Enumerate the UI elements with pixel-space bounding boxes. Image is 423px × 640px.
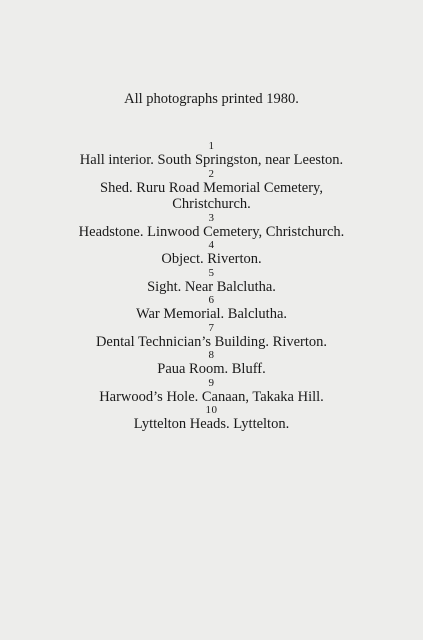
plate-item — [0, 169, 423, 213]
plate-title: Sight. Near Balclutha. — [147, 278, 276, 295]
plate-title: Object. Riverton. — [161, 251, 262, 267]
plate-title: Hall interior. South Springston, near Leeston. — [79, 152, 344, 168]
plate-item — [0, 268, 423, 296]
plate-item — [0, 350, 423, 378]
plate-title: Shed. Ruru Road Memorial Cemetery, Christchurch. — [100, 179, 323, 212]
plate-number: 4 — [208, 239, 215, 251]
plate-number: 2 — [208, 167, 215, 180]
plate-number: 1 — [208, 140, 215, 152]
plate-item — [0, 295, 423, 323]
plate-item — [0, 240, 423, 268]
plate-number: 8 — [208, 349, 215, 361]
page-heading: All photographs printed 1980. — [124, 91, 299, 107]
plate-list — [0, 141, 423, 433]
plate-title: Headstone. Linwood Cemetery, Christchurch. — [78, 223, 345, 240]
plate-number: 10 — [205, 404, 218, 416]
plate-number: 3 — [208, 211, 215, 224]
plate-number: 9 — [208, 376, 215, 389]
plate-number: 7 — [208, 321, 215, 334]
plate-item — [0, 323, 423, 351]
plate-item — [0, 141, 423, 169]
plate-item — [0, 378, 423, 406]
plate-item — [0, 405, 423, 433]
plate-title: Lyttelton Heads. Lyttelton. — [133, 416, 290, 432]
plate-number: 5 — [208, 266, 215, 279]
plate-number: 6 — [208, 294, 215, 306]
plate-title: War Memorial. Balclutha. — [135, 306, 288, 322]
plate-title: Paua Room. Bluff. — [157, 361, 266, 377]
plate-title: Dental Technician’s Building. Riverton. — [95, 333, 328, 350]
plate-item — [0, 213, 423, 241]
plate-title: Harwood’s Hole. Canaan, Takaka Hill. — [99, 388, 324, 405]
